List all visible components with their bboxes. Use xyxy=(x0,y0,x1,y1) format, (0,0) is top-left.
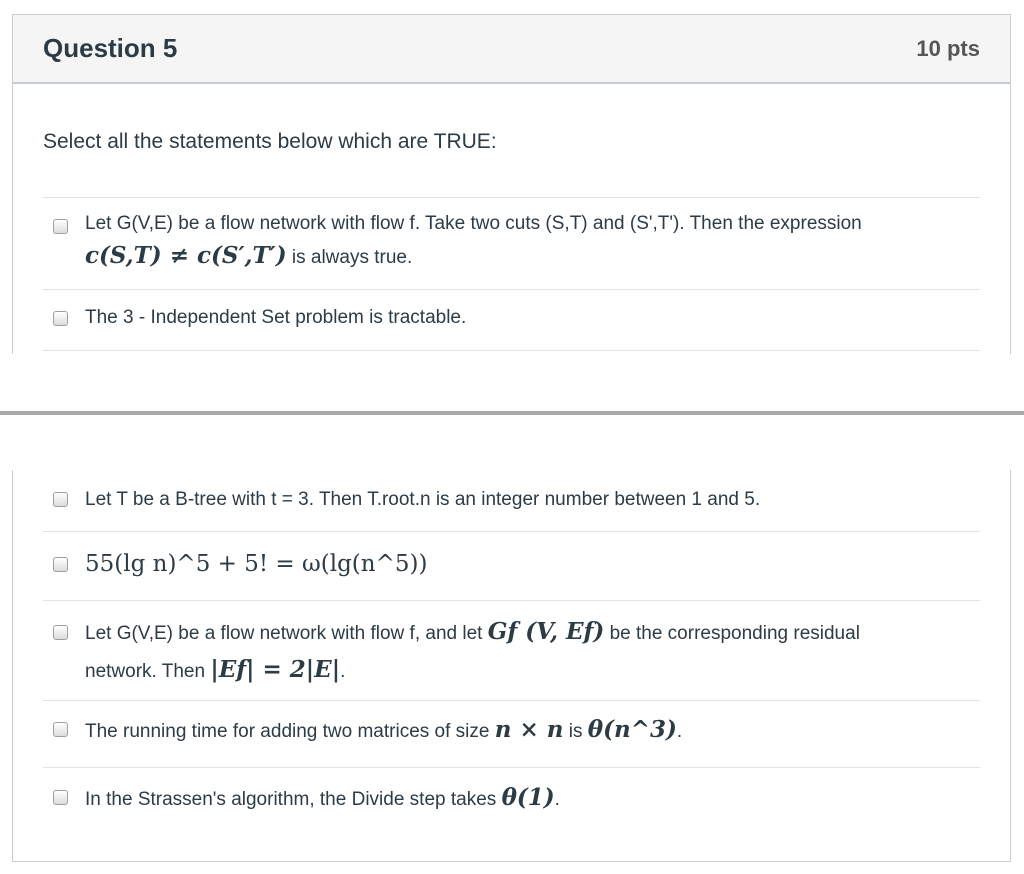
answer-6-period: . xyxy=(676,721,683,742)
answer-7-text: In the Strassen's algorithm, the Divide step takes xyxy=(85,789,497,810)
question-card-bottom xyxy=(12,470,1011,862)
answer-5-text: Let G(V,E) be a flow network with flow f, and let xyxy=(85,623,483,644)
answer-1-math: c(S,T) ≠ c(S′,T′) xyxy=(85,242,287,269)
answer-1-text: Let G(V,E) be a flow network with flow f. Take two cuts (S,T) and (S',T'). Then the expression xyxy=(85,213,862,234)
divider xyxy=(43,767,980,768)
answer-5-text-post: be the corresponding residual xyxy=(609,623,860,644)
divider xyxy=(43,600,980,601)
answer-option-4[interactable] xyxy=(43,540,980,600)
checkbox-answer-3[interactable] xyxy=(53,492,68,507)
answer-2-text: The 3 - Independent Set problem is tractable. xyxy=(85,307,467,328)
answer-1-tail: is always true. xyxy=(291,247,413,268)
answer-option-5[interactable] xyxy=(43,608,980,698)
answer-6-text-mid: is xyxy=(568,721,583,742)
answer-5-line2: network. Then xyxy=(85,661,206,682)
divider xyxy=(43,531,980,532)
answer-option-3[interactable] xyxy=(43,484,980,529)
divider xyxy=(43,700,980,701)
checkbox-answer-7[interactable] xyxy=(53,790,68,805)
answer-5-math-edges: |Ef| = 2|E| xyxy=(210,656,341,683)
checkbox-answer-1[interactable] xyxy=(53,219,68,234)
page-break-divider xyxy=(0,411,1024,415)
question-card-top xyxy=(12,14,1011,354)
checkbox-answer-2[interactable] xyxy=(53,311,68,326)
answer-option-7[interactable] xyxy=(43,776,980,831)
answer-option-1[interactable] xyxy=(43,205,980,290)
checkbox-answer-6[interactable] xyxy=(53,722,68,737)
divider xyxy=(43,350,980,351)
answer-option-6[interactable] xyxy=(43,708,980,763)
answer-option-2[interactable] xyxy=(43,297,980,352)
checkbox-answer-4[interactable] xyxy=(53,557,68,572)
question-prompt: Select all the statements below which are TRUE: xyxy=(43,130,497,153)
answer-5-period: . xyxy=(340,661,346,682)
answer-3-text: Let T be a B-tree with t = 3. Then T.root.n is an integer number between 1 and 5. xyxy=(85,489,761,510)
divider xyxy=(43,197,980,198)
question-header xyxy=(13,15,1010,84)
answer-5-math-residual: Gf (V, Ef) xyxy=(487,618,605,645)
answer-7-math: θ(1) xyxy=(501,784,555,811)
answer-4-math: 55(lg n)^5 + 5! = ω(lg(n^5)) xyxy=(85,551,428,577)
answer-6-math-size: n × n xyxy=(494,716,564,743)
question-points: 10 pts xyxy=(916,36,980,61)
answer-6-math-theta: θ(n^3) xyxy=(587,716,677,743)
divider xyxy=(43,289,980,290)
answer-7-period: . xyxy=(554,789,560,810)
question-title: Question 5 xyxy=(43,33,178,63)
checkbox-answer-5[interactable] xyxy=(53,625,68,640)
answer-6-text: The running time for adding two matrices of size xyxy=(85,721,490,742)
